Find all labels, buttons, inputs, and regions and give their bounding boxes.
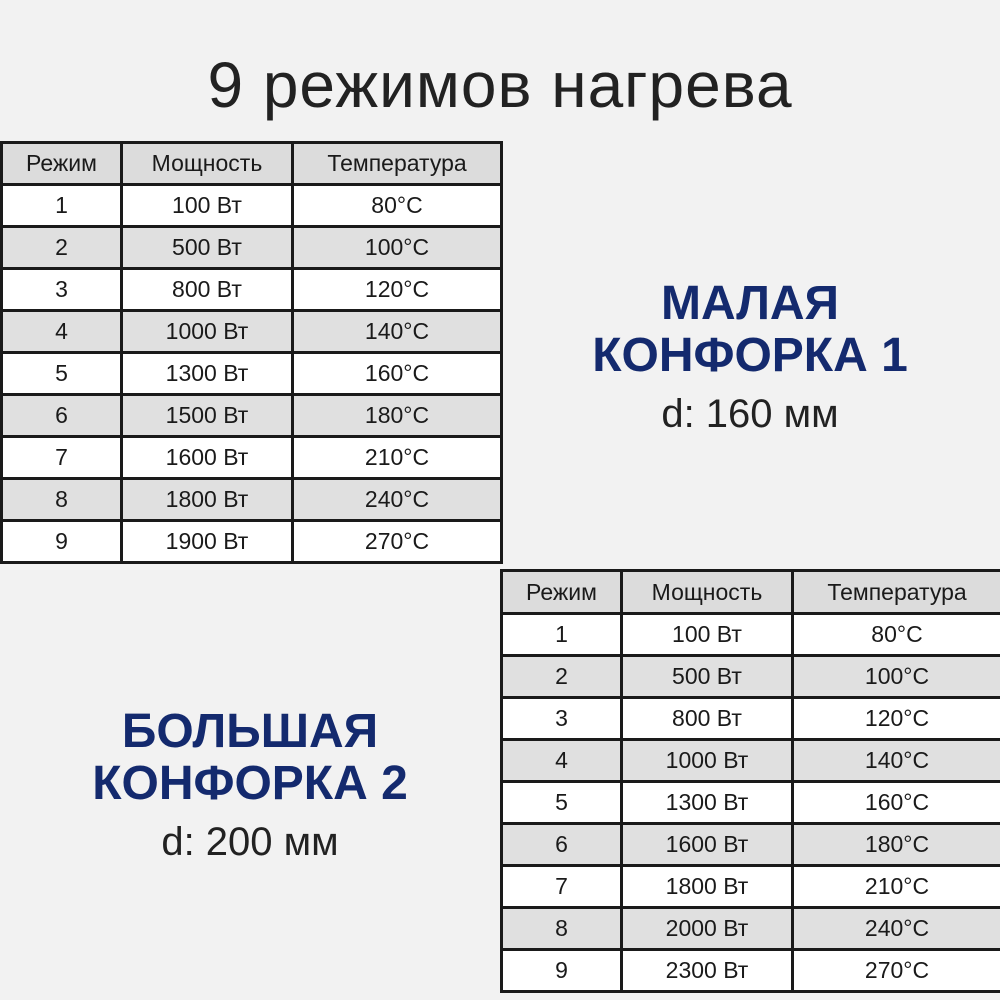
small-burner-diameter: d: 160 мм (661, 392, 839, 436)
table-row (502, 824, 1000, 866)
cell-mode: 1 (502, 614, 622, 656)
table-row (2, 185, 502, 227)
cell-power: 800 Вт (122, 269, 293, 311)
cell-power: 100 Вт (622, 614, 793, 656)
cell-mode: 5 (502, 782, 622, 824)
cell-power: 2000 Вт (622, 908, 793, 950)
header-power: Мощность (122, 143, 293, 185)
cell-temperature: 240°C (793, 908, 1000, 950)
header-temperature: Температура (293, 143, 502, 185)
cell-temperature: 180°C (293, 395, 502, 437)
cell-temperature: 100°C (293, 227, 502, 269)
cell-mode: 7 (502, 866, 622, 908)
table-row (502, 614, 1000, 656)
cell-power: 1300 Вт (622, 782, 793, 824)
table-row (2, 437, 502, 479)
cell-temperature: 240°C (293, 479, 502, 521)
table-row (2, 395, 502, 437)
cell-power: 1600 Вт (122, 437, 293, 479)
small-burner-label (540, 278, 960, 440)
table-row (502, 698, 1000, 740)
table-row (502, 656, 1000, 698)
table-row (502, 782, 1000, 824)
header-mode: Режим (2, 143, 122, 185)
cell-mode: 8 (2, 479, 122, 521)
cell-power: 1900 Вт (122, 521, 293, 563)
cell-temperature: 80°C (293, 185, 502, 227)
table-row (502, 908, 1000, 950)
cell-mode: 1 (2, 185, 122, 227)
table-header-row (2, 143, 502, 185)
cell-temperature: 140°C (793, 740, 1000, 782)
table-row (502, 950, 1000, 992)
table-row (2, 521, 502, 563)
cell-power: 1800 Вт (122, 479, 293, 521)
header-mode: Режим (502, 571, 622, 614)
cell-temperature: 210°C (293, 437, 502, 479)
cell-mode: 6 (502, 824, 622, 866)
cell-mode: 3 (502, 698, 622, 740)
cell-mode: 9 (502, 950, 622, 992)
small-burner-name-line1: МАЛАЯ (660, 277, 840, 330)
cell-temperature: 180°C (793, 824, 1000, 866)
header-power: Мощность (622, 571, 793, 614)
cell-mode: 8 (502, 908, 622, 950)
cell-mode: 6 (2, 395, 122, 437)
cell-mode: 7 (2, 437, 122, 479)
cell-mode: 9 (2, 521, 122, 563)
cell-power: 1500 Вт (122, 395, 293, 437)
cell-temperature: 270°C (293, 521, 502, 563)
cell-power: 1000 Вт (622, 740, 793, 782)
cell-power: 1800 Вт (622, 866, 793, 908)
table-row (2, 227, 502, 269)
cell-temperature: 140°C (293, 311, 502, 353)
cell-mode: 2 (502, 656, 622, 698)
cell-power: 1300 Вт (122, 353, 293, 395)
cell-temperature: 160°C (293, 353, 502, 395)
cell-mode: 2 (2, 227, 122, 269)
cell-power: 2300 Вт (622, 950, 793, 992)
table-header-row (502, 571, 1000, 614)
table-row (2, 269, 502, 311)
cell-temperature: 270°C (793, 950, 1000, 992)
cell-temperature: 210°C (793, 866, 1000, 908)
large-burner-name-line2: КОНФОРКА 2 (92, 757, 408, 810)
cell-power: 800 Вт (622, 698, 793, 740)
cell-mode: 3 (2, 269, 122, 311)
large-burner-label (40, 706, 460, 868)
large-burner-modes-table (500, 569, 1000, 993)
large-burner-diameter: d: 200 мм (161, 820, 339, 864)
large-burner-name-line1: БОЛЬШАЯ (121, 705, 379, 758)
cell-power: 500 Вт (122, 227, 293, 269)
cell-temperature: 120°C (293, 269, 502, 311)
table-row (502, 866, 1000, 908)
cell-power: 1600 Вт (622, 824, 793, 866)
cell-mode: 5 (2, 353, 122, 395)
header-temperature: Температура (793, 571, 1000, 614)
cell-temperature: 100°C (793, 656, 1000, 698)
cell-mode: 4 (502, 740, 622, 782)
table-row (2, 353, 502, 395)
table-row (2, 311, 502, 353)
cell-temperature: 120°C (793, 698, 1000, 740)
cell-temperature: 80°C (793, 614, 1000, 656)
cell-temperature: 160°C (793, 782, 1000, 824)
table-row (2, 479, 502, 521)
page-title: 9 режимов нагрева (207, 49, 793, 121)
small-burner-name-line2: КОНФОРКА 1 (592, 329, 908, 382)
cell-power: 500 Вт (622, 656, 793, 698)
table-row (502, 740, 1000, 782)
cell-power: 100 Вт (122, 185, 293, 227)
cell-mode: 4 (2, 311, 122, 353)
small-burner-modes-table (0, 141, 503, 564)
cell-power: 1000 Вт (122, 311, 293, 353)
